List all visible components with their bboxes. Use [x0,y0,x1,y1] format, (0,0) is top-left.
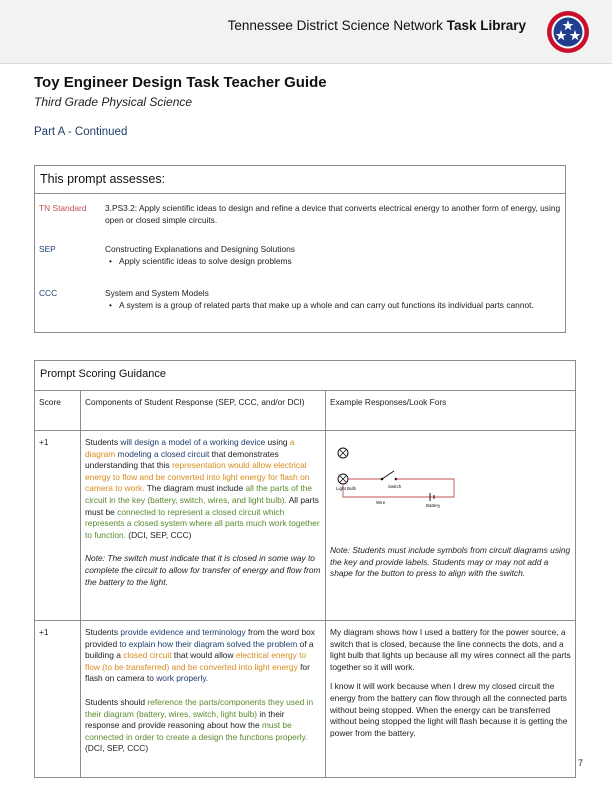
scoring-table [34,360,576,778]
row2-example-1: My diagram shows how I used a battery for the power source, a switch that is closed, because the line connects the dots, and a light bulb that lights up because all my wires connect all the parts together so it will work. [330,627,571,672]
scoring-header-row [35,391,575,431]
text-run: representation would allow electrical energy to flow and be converted into light energy [85,460,307,482]
text-run: to explain how their diagram solved the problem [119,638,298,649]
text-run: must be connected in order to create a design the functions properly. [85,720,308,742]
part-label: Part A - Continued [34,126,128,138]
text-run: for flash on camera to [85,661,310,684]
assesses-row-tn-standard [35,194,565,238]
diagram-label-bulb: Light Bulb [336,486,357,491]
assesses-value-tn-standard: 3.PS3.2: Apply scientific ideas to design and refine a device that converts electrical energy to another form of energy, using open or closed simple circuits. [105,203,561,225]
text-run: All parts must be [85,494,319,517]
assesses-heading: This prompt assesses: [35,166,565,194]
text-run: from the word box provided [85,627,315,649]
text-run: The diagram must include [144,483,246,494]
text-run: (DCI, SEP, CCC) [85,743,149,754]
bullet-icon: • [109,256,112,266]
document-title: Toy Engineer Design Task Teacher Guide [34,74,327,91]
text-run: Students [85,437,121,447]
row2-examples [326,621,575,777]
text-run: of a building a [85,638,314,661]
text-run: electrical energy to flow (to be transferred) and be converted into light energy [85,650,307,672]
document-subtitle: Third Grade Physical Science [34,95,193,109]
tennessee-tristar-seal-icon [546,10,590,54]
assesses-key-tn-standard: TN Standard [39,203,87,213]
scoring-heading: Prompt Scoring Guidance [35,361,575,391]
col-components-header: Components of Student Response (SEP, CCC, and/or DCI) [81,391,326,430]
assesses-box [34,165,566,333]
text-run: that demonstrates understanding that this [85,448,279,471]
text-run: a diagram [85,437,295,459]
page-number: 7 [578,758,584,768]
diagram-label-switch: Switch [388,484,402,489]
row1-components-text [85,437,321,541]
row1-components [81,431,326,620]
text-run: all the parts of the circuit in the key (battery, switch, wires, and light bulb). [85,483,313,505]
row1-score: +1 [35,431,81,620]
text-run: (DCI, SEP, CCC) [125,529,192,540]
sep-text: Constructing Explanations and Designing Solutions [105,244,295,254]
row1-note: Note: The switch must indicate that it is closed in some way to complete the circuit to allow for transfer of energy and flow from the battery to the light. [85,553,321,587]
text-run: will design a model of a working device [120,437,266,447]
row2-components-text-2 [85,697,321,755]
text-run: modeling a closed circuit [117,448,210,459]
col-examples-header: Example Responses/Look Fors [330,397,447,407]
row2-score: +1 [35,621,81,777]
row2-example-2: I know it will work because when I drew my closed circuit the energy from the battery can flow through all the connected parts without being stopped. When the energy can be transferred without being stopped the light will flash because it is getting the power from the battery. [330,681,568,738]
text-run: that would allow [171,650,236,661]
header-title [0,18,532,33]
assesses-value-sep [101,238,565,282]
text-run: in their response and provide reasoning about how the [85,708,285,731]
assesses-row-ccc [35,282,565,332]
bullet-icon: • [109,300,112,310]
text-run: provide evidence and terminology [120,627,246,637]
text-run: work properly. [156,673,209,684]
sep-bullet [105,255,561,267]
scoring-row-2 [35,621,575,777]
text-run: using [265,437,290,447]
text-run: Students [85,627,121,637]
header-band [0,0,612,64]
diagram-label-wire: Wire [376,500,386,505]
row1-examples [326,431,575,620]
header-title-regular: Tennessee District Science Network [227,18,443,33]
text-run: closed circuit [123,650,172,661]
text-run: for flash on camera to work. [85,471,310,494]
row2-components [81,621,326,777]
assesses-key-ccc: CCC [39,288,58,298]
row2-components-text-1 [85,627,321,685]
text-run: reference the parts/components they used in their diagram (battery, wires, switch, light bulb) [85,696,314,719]
sep-bullet-text: Apply scientific ideas to solve design problems [119,256,292,266]
header-title-bold: Task Library [446,18,526,33]
closed-circuit-diagram [334,441,484,511]
row1-example-note: Note: Students must include symbols from circuit diagrams using the key and provide labels. Students may or may not add a shape for the button to press to align with the switch. [330,545,571,579]
ccc-bullet [105,299,561,311]
scoring-row-1 [35,431,575,621]
ccc-text: System and System Models [105,288,209,298]
text-run: Students should [85,696,148,707]
ccc-bullet-text: A system is a group of related parts that make up a whole and can carry out functions its individual parts cannot. [119,300,534,310]
assesses-row-sep [35,238,565,282]
text-run: connected to represent a closed circuit which represents a closed system where all parts much work together to function. [85,506,320,540]
col-score-header: Score [35,391,81,430]
assesses-value-ccc [101,282,565,332]
diagram-label-battery: Battery [426,503,441,508]
assesses-key-sep: SEP [39,244,56,254]
